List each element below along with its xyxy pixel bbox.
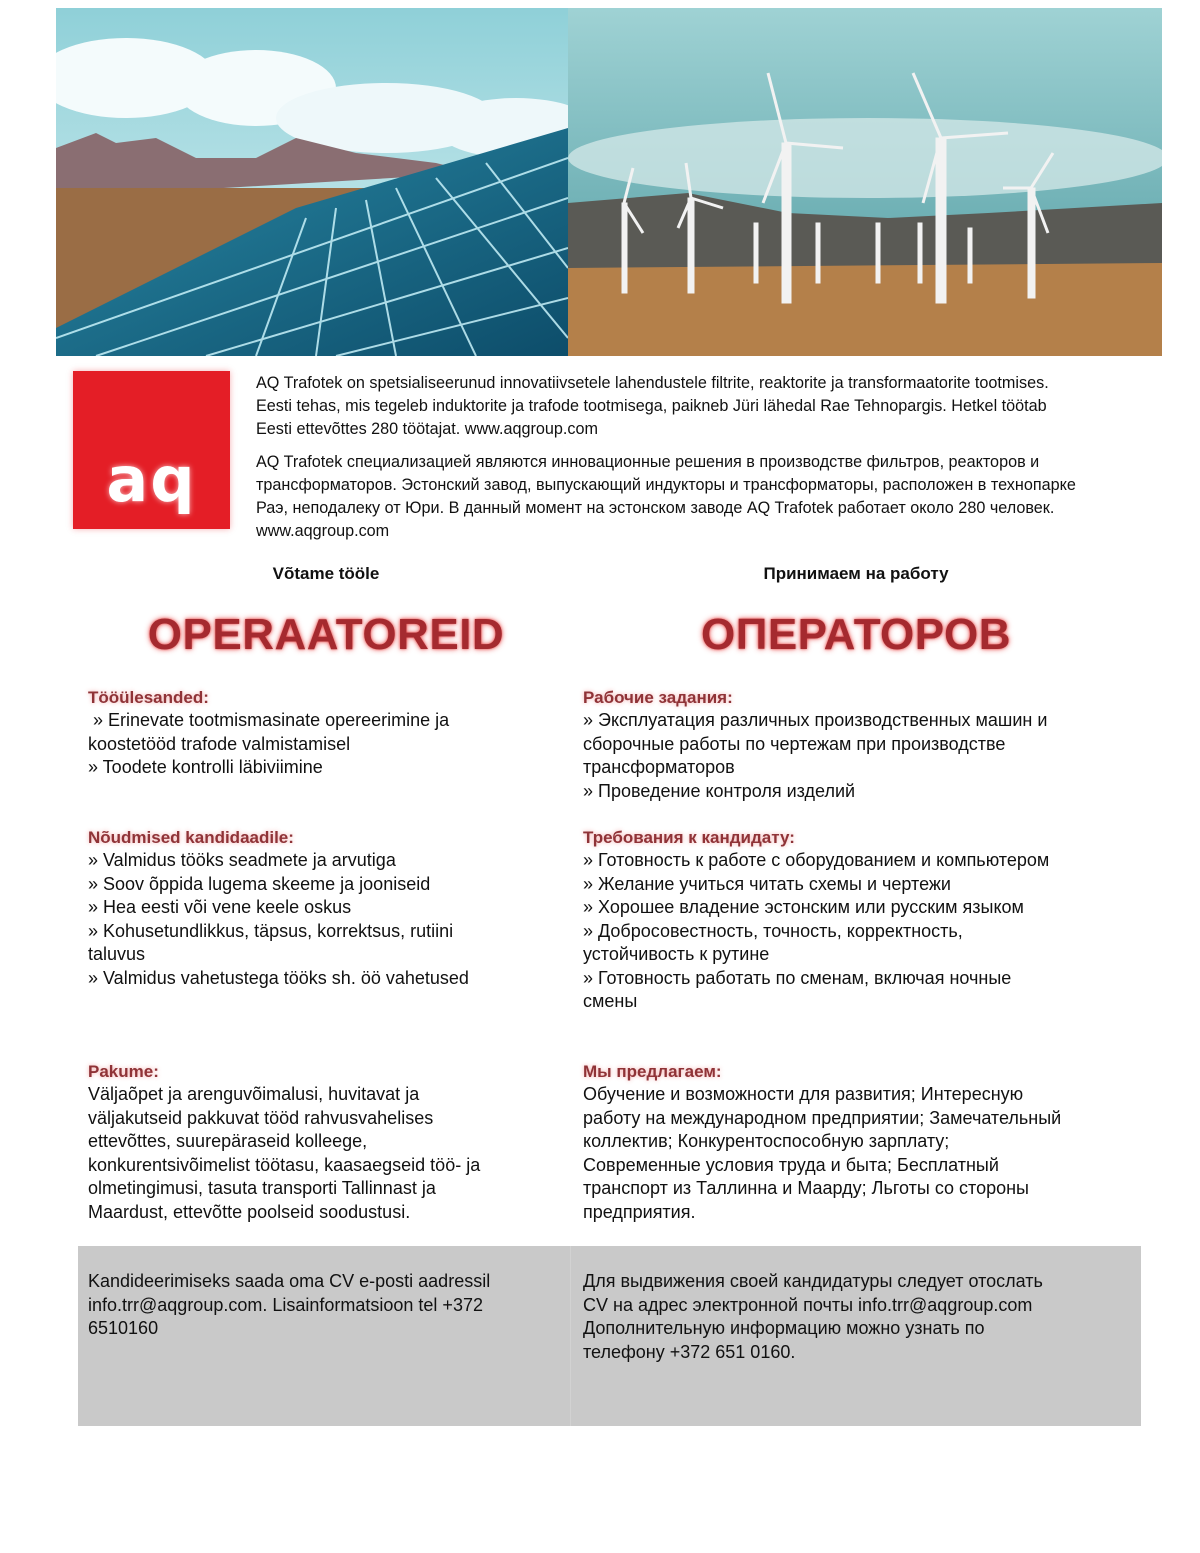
- list-item: » Желание учиться читать схемы и чертежи: [583, 873, 951, 894]
- ru-offer-section: [583, 1060, 1143, 1224]
- list-item: koostetööd trafode valmistamisel: [88, 733, 351, 754]
- et-job-title: OPERAATOREID: [147, 610, 505, 659]
- list-item: » Hea eesti või vene keele oskus: [88, 897, 352, 917]
- list-item: устойчивость к рутине: [583, 944, 770, 964]
- list-item: сборочные работы по чертежам при производстве: [583, 733, 1006, 754]
- contact-line: CV на адрес электронной почты info.trr@aqgroup.com: [583, 1294, 1033, 1315]
- column-divider: [570, 1246, 571, 1426]
- logo-text: aq: [106, 443, 197, 516]
- intro-et: AQ Trafotek on spetsialiseerunud innovatiivsetele lahendustele filtrite, reaktorite ja transformaatorite tootmises. Eesti tehas, mis tegeleb induktorite ja trafode tootmisega, paikneb Jüri lähedal Rae Tehnopargis. Hetkel töötab Eesti ettevõttes 280 töötajat. www.aqgroup.com: [256, 374, 1049, 438]
- list-item: Väljaõpet ja arenguvõimalusi, huvitavat ja: [88, 1084, 420, 1104]
- et-requirements-section: [88, 826, 568, 990]
- ru-offer-heading: Мы предлагаем:: [583, 1062, 722, 1081]
- company-intro: [256, 372, 1086, 553]
- et-contact: [88, 1270, 558, 1341]
- list-item: транспорт из Таллинна и Маарду; Льготы со стороны: [583, 1178, 1029, 1198]
- contact-line: Дополнительную информацию можно узнать по: [583, 1318, 985, 1338]
- list-item: konkurentsivõimelist töötasu, kaasaegseid töö- ja: [88, 1154, 481, 1175]
- ru-requirements-heading: Требования к кандидату:: [583, 828, 795, 847]
- et-duties-heading: Tööülesanded:: [88, 688, 209, 707]
- list-item: работу на международном предприятии; Замечательный: [583, 1107, 1062, 1128]
- ru-duties-section: [583, 686, 1143, 803]
- aq-logo: [73, 371, 230, 529]
- list-item: » Toodete kontrolli läbiviimine: [88, 757, 323, 777]
- solar-panels-image: [56, 8, 568, 356]
- contact-box: [78, 1246, 1141, 1426]
- contact-line: 6510160: [88, 1318, 159, 1338]
- list-item: » Хорошее владение эстонским или русским языком: [583, 897, 1024, 917]
- list-item: предприятия.: [583, 1201, 696, 1222]
- et-duties-section: [88, 686, 568, 780]
- list-item: Современные условия труда и быта; Бесплатный: [583, 1154, 999, 1175]
- list-item: Обучение и возможности для развития; Интересную: [583, 1084, 1024, 1104]
- contact-line: Kandideerimiseks saada oma CV e-posti aadressil: [88, 1271, 491, 1291]
- list-item: » Добросовестность, точность, корректность,: [583, 920, 963, 941]
- ru-kicker: Принимаем на работу: [763, 564, 949, 583]
- et-offer-heading: Pakume:: [88, 1062, 159, 1081]
- ru-duties-heading: Рабочие задания:: [583, 688, 733, 707]
- list-item: » Soov õppida lugema skeeme ja jooniseid: [88, 873, 431, 894]
- list-item: » Эксплуатация различных производственных машин и: [583, 710, 1048, 730]
- list-item: » Kohusetundlikkus, täpsus, korrektsus, rutiini: [88, 920, 454, 941]
- list-item: трансформаторов: [583, 757, 735, 777]
- list-item: Maardust, ettevõtte poolseid soodustusi.: [88, 1201, 411, 1222]
- list-item: смены: [583, 991, 638, 1011]
- wind-turbines-image: [568, 8, 1162, 356]
- list-item: » Готовность к работе с оборудованием и компьютером: [583, 850, 1050, 870]
- ru-job-title: ОПЕРАТОРОВ: [700, 610, 1012, 659]
- list-item: коллектив; Конкурентоспособную зарплату;: [583, 1131, 950, 1151]
- ru-requirements-section: [583, 826, 1143, 1014]
- ru-contact: [583, 1270, 1123, 1364]
- et-kicker: Võtame tööle: [272, 564, 380, 583]
- contact-line: info.trr@aqgroup.com. Lisainformatsioon tel +372: [88, 1294, 483, 1315]
- list-item: ettevõttes, suurepäraseid kolleege,: [88, 1131, 368, 1151]
- intro-ru: AQ Trafotek специализацией являются инновационные решения в производстве фильтров, реакторов и трансформаторов. Эстонский завод, выпускающий индукторы и трансформаторы, расположен в технопарке Раэ, неподалеку от Юри. В данный момент на эстонском заводе AQ Trafotek работает около 280 человек. www.aqgroup.com: [256, 453, 1076, 540]
- estonian-column: [88, 560, 568, 1222]
- et-offer-section: [88, 1060, 568, 1224]
- list-item: olmetingimusi, tasuta transporti Tallinnast ja: [88, 1178, 436, 1198]
- list-item: väljakutseid pakkuvat tööd rahvusvahelises: [88, 1107, 434, 1128]
- list-item: » Valmidus vahetustega tööks sh. öö vahetused: [88, 967, 469, 988]
- russian-column: [583, 560, 1143, 1222]
- list-item: » Valmidus tööks seadmete ja arvutiga: [88, 850, 396, 870]
- list-item: » Проведение контроля изделий: [583, 780, 856, 801]
- et-requirements-heading: Nõudmised kandidaadile:: [88, 828, 294, 847]
- list-item: » Erinevate tootmismasinate opereerimine ja: [88, 710, 450, 730]
- contact-line: телефону +372 651 0160.: [583, 1341, 796, 1362]
- contact-line: Для выдвижения своей кандидатуры следует отослать: [583, 1271, 1043, 1291]
- list-item: taluvus: [88, 944, 146, 964]
- list-item: » Готовность работать по сменам, включая ночные: [583, 967, 1012, 988]
